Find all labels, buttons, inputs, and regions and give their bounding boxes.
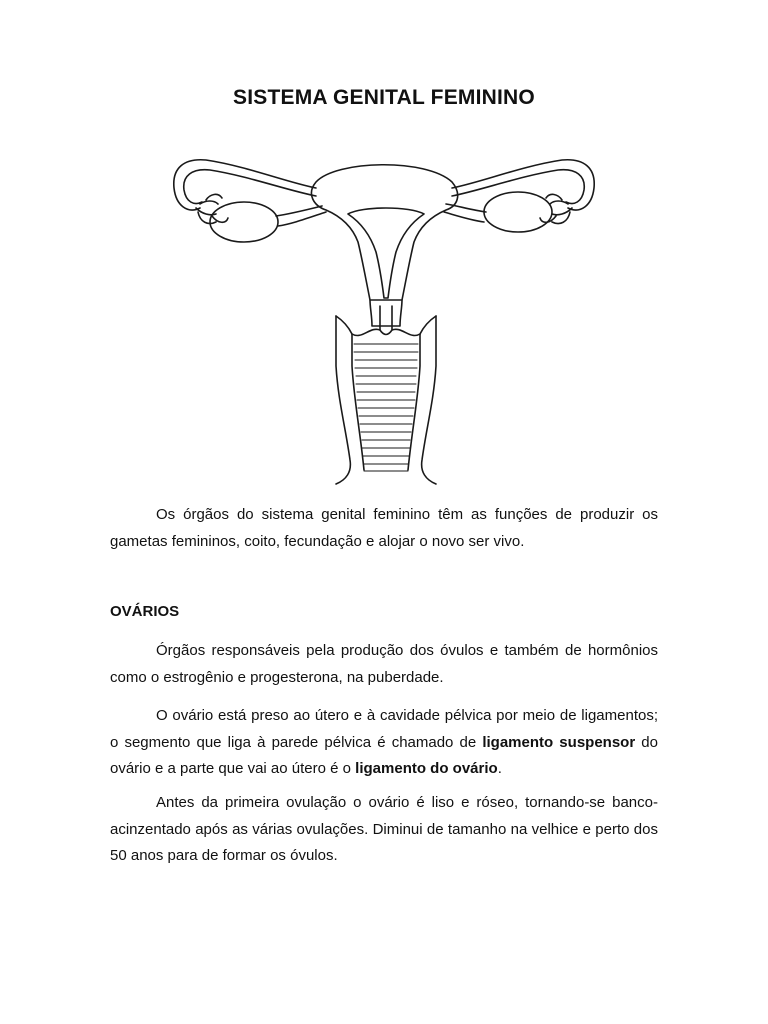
page-title: SISTEMA GENITAL FEMININO: [233, 86, 535, 109]
left-ovary-ligament: [276, 206, 326, 226]
vaginal-rugae: [354, 344, 418, 471]
uterine-cavity: [348, 208, 424, 298]
paragraph-2-text-3: .: [497, 760, 502, 777]
right-fallopian-tube: [452, 160, 594, 210]
term-ligamento-suspensor: ligamento suspensor: [482, 733, 636, 751]
term-ligamento-do-ovario: ligamento do ovário: [355, 760, 498, 777]
cervix: [370, 300, 402, 326]
paragraph-2-text-1: O ovário está preso ao útero e à cavidade pélvica por meio de ligamentos; o segmento que liga à parede pélvica é chamado de: [110, 707, 658, 751]
uterus-body: [311, 165, 457, 300]
uterus-diagram-icon: [166, 130, 606, 490]
paragraph-ovarios-2: [110, 703, 658, 783]
right-ovary: [484, 192, 552, 232]
right-ovary-ligament: [444, 204, 486, 222]
paragraph-2-text-2: do ovário e a parte que vai ao útero é o: [110, 733, 658, 777]
vaginal-canal: [352, 334, 420, 470]
intro-paragraph: Os órgãos do sistema genital feminino têm as funções de produzir os gametas femininos, coito, fecundação e alojar o novo ser vivo.: [110, 506, 658, 550]
paragraph-ovarios-1: Órgãos responsáveis pela produção dos óvulos e também de hormônios como o estrogênio e progesterona, na puberdade.: [110, 642, 658, 686]
paragraph-ovarios-3: Antes da primeira ovulação o ovário é liso e róseo, tornando-se banco-acinzentado após as várias ovulações. Diminui de tamanho na velhice e perto dos 50 anos para de formar os óvulos.: [110, 794, 658, 864]
left-fimbriae: [196, 194, 228, 223]
section-heading-ovarios: OVÁRIOS: [110, 603, 180, 620]
